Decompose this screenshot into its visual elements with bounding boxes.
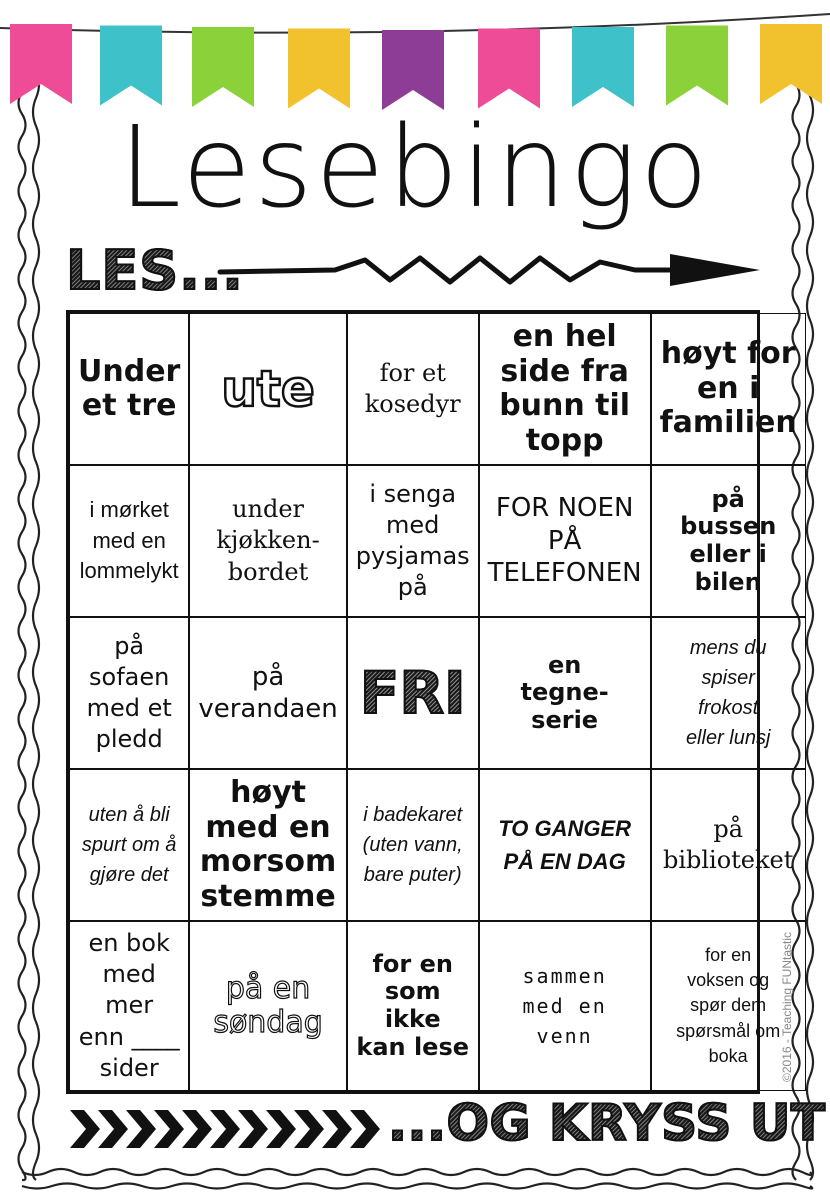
bingo-cell-text: høyt for en i familien [659,336,797,441]
bingo-cell-text: i senga med pysjamas på [355,479,470,602]
bingo-cell[interactable] [69,769,189,921]
bunting-flag [10,24,72,104]
bingo-cell-text: på bussen eller i bilen [680,484,777,596]
bunting-banner [0,0,830,120]
bingo-cell-text: en bok med mer enn ____ sider [78,929,180,1082]
footer-label: ...OG KRYSS UT [388,1094,826,1152]
bingo-cell-text: sammen med en venn [522,964,607,1049]
bingo-cell-text: på biblioteket [662,814,794,875]
bingo-cell-text: på sofaen med et pledd [86,631,172,754]
bunting-flag [382,30,444,110]
page-title: Lesebingo [118,103,712,233]
bingo-cell-text: for et kosedyr [364,358,461,418]
bingo-cell-text: i mørket med en lommelykt [79,496,179,584]
bingo-cell[interactable] [189,465,346,617]
bingo-cell[interactable] [347,769,479,921]
bingo-cell-text: FRI [359,659,466,728]
bingo-cell-text: ute [221,360,315,418]
bingo-cell[interactable] [479,313,651,465]
bingo-cell[interactable] [189,769,346,921]
bingo-cell[interactable] [347,617,479,769]
bingo-cell-text: mens du spiser frokost eller lunsj [685,637,771,750]
bunting-flag [192,27,254,107]
bingo-cell-text: uten å bli spurt om å gjøre det [81,804,177,887]
chevron-arrows-icon [66,1106,382,1152]
bingo-cell[interactable] [479,465,651,617]
bingo-cell[interactable] [189,313,346,465]
bingo-cell-text: TO GANGER PÅ EN DAG [498,816,632,875]
bingo-cell[interactable] [69,465,189,617]
bingo-cell[interactable] [69,617,189,769]
bingo-cell[interactable] [479,769,651,921]
bingo-cell-text: FOR NOEN PÅ TELEFONEN [487,493,642,589]
bingo-cell-text: for en som ikke kan lese [356,949,470,1061]
bingo-cell-text: på en søndag [213,970,323,1041]
bingo-cell[interactable] [69,313,189,465]
bunting-flag [572,27,634,107]
bingo-cell[interactable] [651,465,806,617]
bingo-cell[interactable] [651,617,806,769]
bingo-cell[interactable] [651,313,806,465]
bingo-cell[interactable] [651,769,806,921]
bingo-cell[interactable] [347,465,479,617]
bingo-cell-text: for en voksen og spør dem spørsmål om boka [676,945,781,1066]
bingo-cell[interactable] [347,921,479,1091]
bingo-cell-text: Under et tre [78,353,181,423]
bunting-flag [760,24,822,104]
bingo-cell-text: en tegne- serie [520,650,609,734]
bingo-cell[interactable] [189,617,346,769]
bingo-cell[interactable] [347,313,479,465]
bingo-cell[interactable] [189,921,346,1091]
zigzag-arrow-icon [215,240,765,300]
bingo-cell-text: under kjøkken- bordet [216,495,320,586]
bingo-cell-text: i badekaret (uten vann, bare puter) [362,804,463,887]
copyright-text: ©2016 - Teaching FUNtastic [780,931,794,1082]
bingo-cell-text: en hel side fra bunn til topp [499,319,631,458]
header-label: LES... [66,239,244,302]
bingo-cell-text: på verandaen [198,661,338,725]
bingo-cell[interactable] [69,921,189,1091]
bunting-flag [288,29,350,109]
bingo-cell-text: høyt med en morsom stemme [199,775,337,914]
bunting-flag [666,26,728,106]
bunting-flag [478,29,540,109]
bingo-cell[interactable] [479,921,651,1091]
bunting-flag [100,26,162,106]
bingo-cell[interactable] [479,617,651,769]
